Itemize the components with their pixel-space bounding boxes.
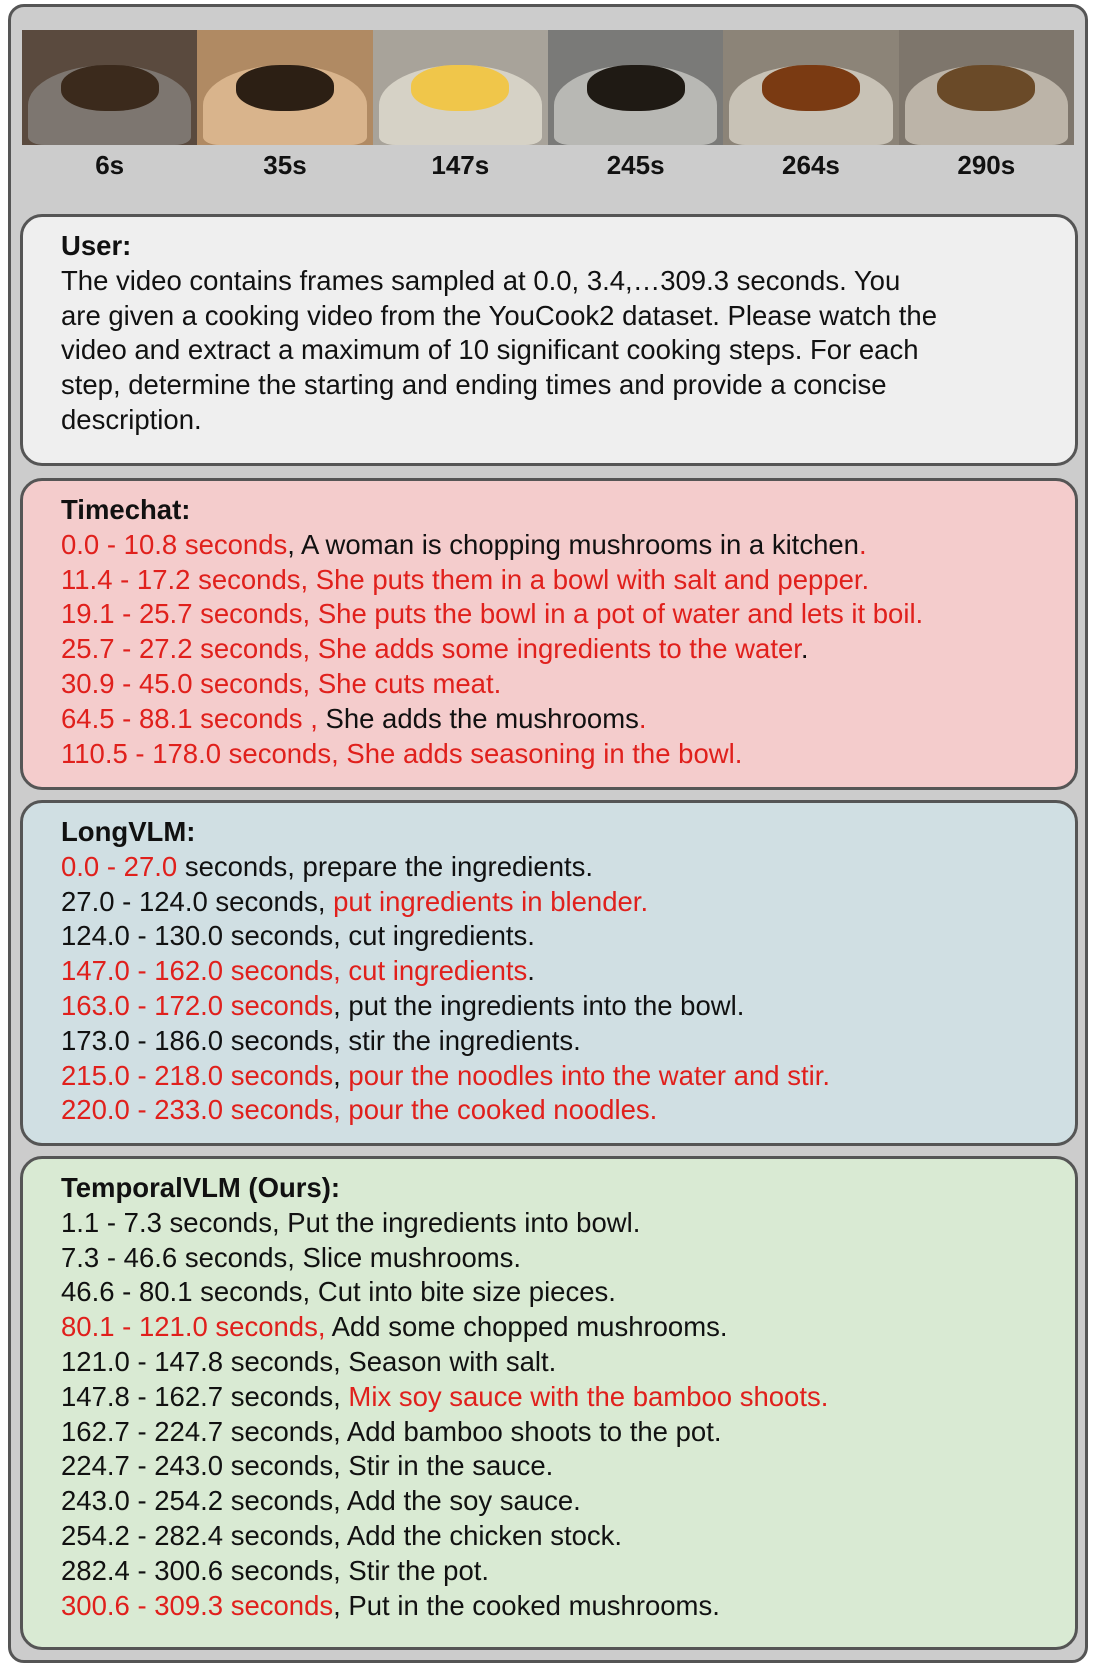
response-line — [61, 1310, 1039, 1345]
highlighted-error-text: put ingredients in blender. — [333, 885, 649, 917]
video-frame-thumbnail — [548, 30, 723, 145]
response-line — [61, 1275, 1039, 1310]
response-line — [61, 1554, 1039, 1589]
longvlm-lines — [61, 850, 1039, 1128]
response-line — [61, 1380, 1039, 1415]
response-text: seconds, prepare the ingredients. — [177, 850, 594, 882]
response-text: , put the ingredients into the bowl. — [333, 989, 745, 1021]
response-text: 27.0 - 124.0 seconds, — [61, 885, 334, 917]
temporalvlm-response-box — [20, 1156, 1078, 1650]
response-text: 7.3 - 46.6 seconds, Slice mushrooms. — [61, 1241, 522, 1273]
response-line — [61, 1415, 1039, 1450]
response-text: 173.0 - 186.0 seconds, stir the ingredients. — [61, 1024, 581, 1056]
highlighted-error-text: 25.7 - 27.2 seconds, She adds some ingredients to the water — [61, 633, 801, 665]
temporalvlm-lines — [61, 1206, 1039, 1624]
user-prompt-line: are given a cooking video from the YouCook2 dataset. Please watch the — [61, 299, 937, 331]
user-prompt-line: video and extract a maximum of 10 significant cooking steps. For each — [61, 334, 919, 366]
response-text: Add some chopped mushrooms. — [325, 1311, 728, 1343]
highlighted-error-text: 64.5 - 88.1 seconds , — [61, 702, 326, 734]
response-line — [61, 597, 1039, 632]
highlighted-error-text: 80.1 - 121.0 seconds, — [61, 1311, 326, 1343]
response-line — [61, 702, 1039, 737]
response-line — [61, 528, 1039, 563]
highlighted-error-text: 147.0 - 162.0 seconds, cut ingredients — [61, 955, 528, 987]
highlighted-error-text: 0.0 - 27.0 — [61, 850, 178, 882]
highlighted-error-text: . — [858, 528, 867, 560]
video-frame-thumbnail — [899, 30, 1074, 145]
response-line — [61, 1449, 1039, 1484]
response-text: 243.0 - 254.2 seconds, Add the soy sauce. — [61, 1485, 581, 1517]
frame-timestamp-labels — [22, 150, 1074, 190]
video-frame-thumbnail — [22, 30, 197, 145]
response-line — [61, 1589, 1039, 1624]
longvlm-heading: LongVLM: — [61, 816, 196, 847]
response-text: . — [800, 633, 809, 665]
response-line — [61, 1059, 1039, 1094]
highlighted-error-text: 11.4 - 17.2 seconds, She puts them in a bowl with salt and pepper. — [61, 563, 870, 595]
highlighted-error-text: 19.1 - 25.7 seconds, She puts the bowl in a pot of water and lets it boil. — [61, 598, 924, 630]
response-text: 1.1 - 7.3 seconds, Put the ingredients into bowl. — [61, 1206, 641, 1238]
response-text: 254.2 - 282.4 seconds, Add the chicken stock. — [61, 1519, 623, 1551]
user-prompt-line: description. — [61, 403, 202, 435]
response-text: 46.6 - 80.1 seconds, Cut into bite size pieces. — [61, 1276, 616, 1308]
response-line — [61, 667, 1039, 702]
response-line — [61, 954, 1039, 989]
response-line — [61, 1206, 1039, 1241]
response-text: , — [333, 1059, 349, 1091]
response-line — [61, 1093, 1039, 1128]
video-frame-thumbnail — [373, 30, 548, 145]
highlighted-error-text: Mix soy sauce with the bamboo shoots. — [348, 1380, 829, 1412]
highlighted-error-text: 110.5 - 178.0 seconds, She adds seasoning in the bowl. — [61, 737, 743, 769]
frame-timestamp: 264s — [782, 150, 840, 180]
response-line — [61, 1241, 1039, 1276]
response-text: 147.8 - 162.7 seconds, — [61, 1380, 349, 1412]
response-text: , A woman is chopping mushrooms in a kitchen — [287, 528, 859, 560]
timechat-response-box — [20, 478, 1078, 790]
response-text: . — [527, 955, 535, 987]
highlighted-error-text: 215.0 - 218.0 seconds — [61, 1059, 334, 1091]
temporalvlm-heading: TemporalVLM (Ours): — [61, 1172, 341, 1203]
response-text: She adds the mushrooms — [325, 702, 639, 734]
response-line — [61, 1345, 1039, 1380]
response-line — [61, 1484, 1039, 1519]
frame-timestamp: 35s — [263, 150, 307, 180]
response-text: 224.7 - 243.0 seconds, Stir in the sauce. — [61, 1450, 554, 1482]
video-frame-thumbnail — [723, 30, 898, 145]
frame-timestamp: 6s — [95, 150, 125, 180]
response-text: 282.4 - 300.6 seconds, Stir the pot. — [61, 1554, 490, 1586]
timechat-lines — [61, 528, 1039, 772]
highlighted-error-text: 30.9 - 45.0 seconds, She cuts meat. — [61, 667, 502, 699]
response-text: 124.0 - 130.0 seconds, cut ingredients. — [61, 920, 535, 952]
response-text: 162.7 - 224.7 seconds, Add bamboo shoots to the pot. — [61, 1415, 722, 1447]
response-line — [61, 563, 1039, 598]
response-line — [61, 919, 1039, 954]
longvlm-response-box — [20, 800, 1078, 1146]
response-line — [61, 989, 1039, 1024]
response-line — [61, 850, 1039, 885]
response-line — [61, 737, 1039, 772]
highlighted-error-text: 163.0 - 172.0 seconds — [61, 989, 334, 1021]
response-line — [61, 1024, 1039, 1059]
user-prompt-box — [20, 214, 1078, 466]
frame-timestamp: 290s — [957, 150, 1016, 180]
user-heading: User: — [61, 230, 132, 261]
response-line — [61, 632, 1039, 667]
user-prompt-line: step, determine the starting and ending times and provide a concise — [61, 369, 887, 401]
highlighted-error-text: 300.6 - 309.3 seconds — [61, 1589, 334, 1621]
video-frame-thumbnail — [197, 30, 372, 145]
highlighted-error-text: 220.0 - 233.0 seconds, pour the cooked noodles. — [61, 1094, 658, 1126]
response-line — [61, 885, 1039, 920]
user-prompt-line: The video contains frames sampled at 0.0, 3.4,…309.3 seconds. You — [61, 264, 901, 296]
frame-timestamp: 245s — [606, 150, 665, 180]
response-text: 121.0 - 147.8 seconds, Season with salt. — [61, 1345, 557, 1377]
response-text: , Put in the cooked mushrooms. — [333, 1589, 720, 1621]
highlighted-error-text: pour the noodles into the water and stir. — [348, 1059, 830, 1091]
highlighted-error-text: 0.0 - 10.8 seconds — [61, 528, 288, 560]
timechat-heading: Timechat: — [61, 494, 191, 525]
frame-timestamp: 147s — [431, 150, 490, 180]
frame-strip — [22, 30, 1074, 145]
response-line — [61, 1519, 1039, 1554]
highlighted-error-text: . — [638, 702, 647, 734]
